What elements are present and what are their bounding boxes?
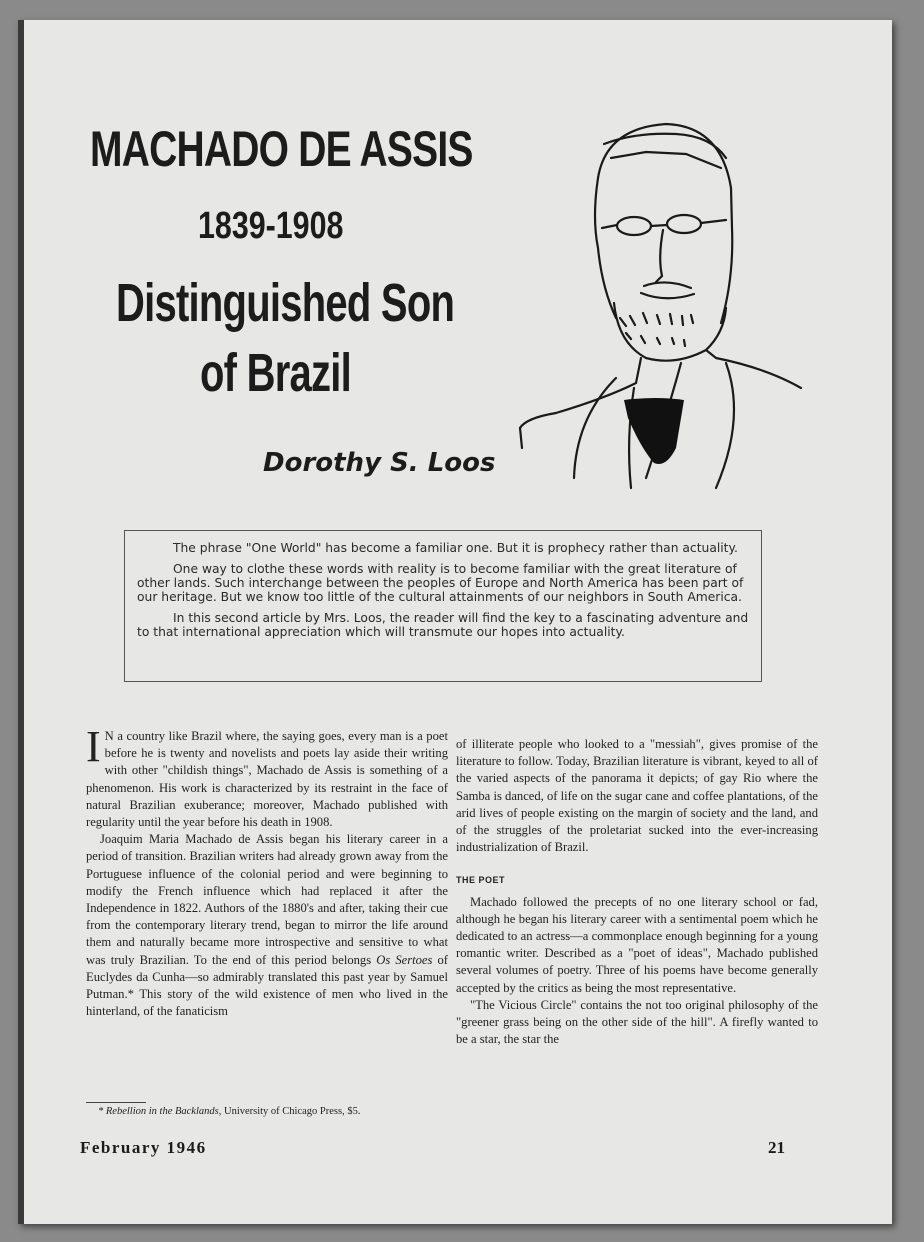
- page-number: 21: [768, 1138, 785, 1157]
- article-subtitle-line1: Distinguished Son: [116, 273, 455, 333]
- article-subtitle-line2: of Brazil: [200, 343, 351, 403]
- right-column: [456, 736, 818, 1048]
- article-paragraph: of illiterate people who looked to a "messiah", gives promise of the literature to follow. Today, Brazilian literature is vibrant, keyed to all of the varied aspects of the panorama it depicts; of gay Rio where the Samba is danced, of life on the sugar cane and coffee plantations, of the arid lives of people existing on the margin of society and the land, and of the struggles of the proletariat sucked into the ever-increasing industrialization of Brazil.: [456, 737, 818, 855]
- article-years: 1839-1908: [198, 205, 344, 247]
- intro-paragraph: In this second article by Mrs. Loos, the reader will find the key to a fascinating adventure and to that international appreciation which will transmute our hopes into actuality.: [137, 611, 749, 639]
- author-byline: Dorothy S. Loos: [263, 448, 496, 478]
- footnote-rule: [86, 1102, 146, 1103]
- portrait-sketch: [516, 118, 806, 498]
- footnote: * Rebellion in the Backlands, University of Chicago Press, $5.: [98, 1106, 361, 1117]
- article-title: MACHADO DE ASSIS: [90, 121, 473, 177]
- intro-paragraph: One way to clothe these words with reality is to become familiar with the great literature of other lands. Such interchange between the peoples of Europe and North America has been part of our heritage. But we know too little of the cultural attainments of our neighbors in South America.: [137, 562, 744, 604]
- magazine-page: [18, 20, 892, 1224]
- intro-paragraph: The phrase "One World" has become a familiar one. But it is prophecy rather than actuality.: [173, 541, 738, 555]
- intro-box: [124, 530, 762, 682]
- article-paragraph: I N a country like Brazil where, the saying goes, every man is a poet before he is twenty and novelists and poets lay aside their writing with other "childish things", Machado de Assis is something of a phenomenon. His work is characterized by its restraint in the face of natural Brazilian exuberance; moreover, Machado published with regularity until the year before his death in 1908.: [86, 722, 448, 830]
- article-paragraph: Machado followed the precepts of no one literary school or fad, although he began his literary career with a sentimental poem which he dedicated to an actress—a commonplace enough beginning for a young romantic writer. Described as a "poet of ideas", Machado published several volumes of poetry. Three of his poems have become generally accepted by the critics as being the most representative.: [456, 894, 818, 995]
- left-column: [86, 722, 449, 1020]
- section-heading: THE POET: [456, 875, 506, 886]
- drop-cap: I: [86, 722, 101, 771]
- issue-date: February 1946: [80, 1138, 207, 1157]
- article-paragraph: Joaquim Maria Machado de Assis began his literary career in a period of transition. Brazilian writers had already grown away from the Portuguese influence of the colonial period and were beginning to modify the French influence which had replaced it after the Independence in 1822. Authors of the 1880's and after, taking their cue from the contemporary literary trend, began to mirror the life around them and naturally became more introspective and sensitive to what was truly Brazilian. To the end of this period belongs Os Sertoes of Euclydes da Cunha—so admirably translated this past year by Samuel Putman.* This story of the wild existence of men who lived in the hinterland, of the fanaticism: [86, 832, 449, 1019]
- article-paragraph: "The Vicious Circle" contains the not too original philosophy of the "greener grass being on the other side of the hill". A firefly wanted to be a star, the star the: [456, 997, 818, 1047]
- page-spine-shadow: [18, 20, 24, 1224]
